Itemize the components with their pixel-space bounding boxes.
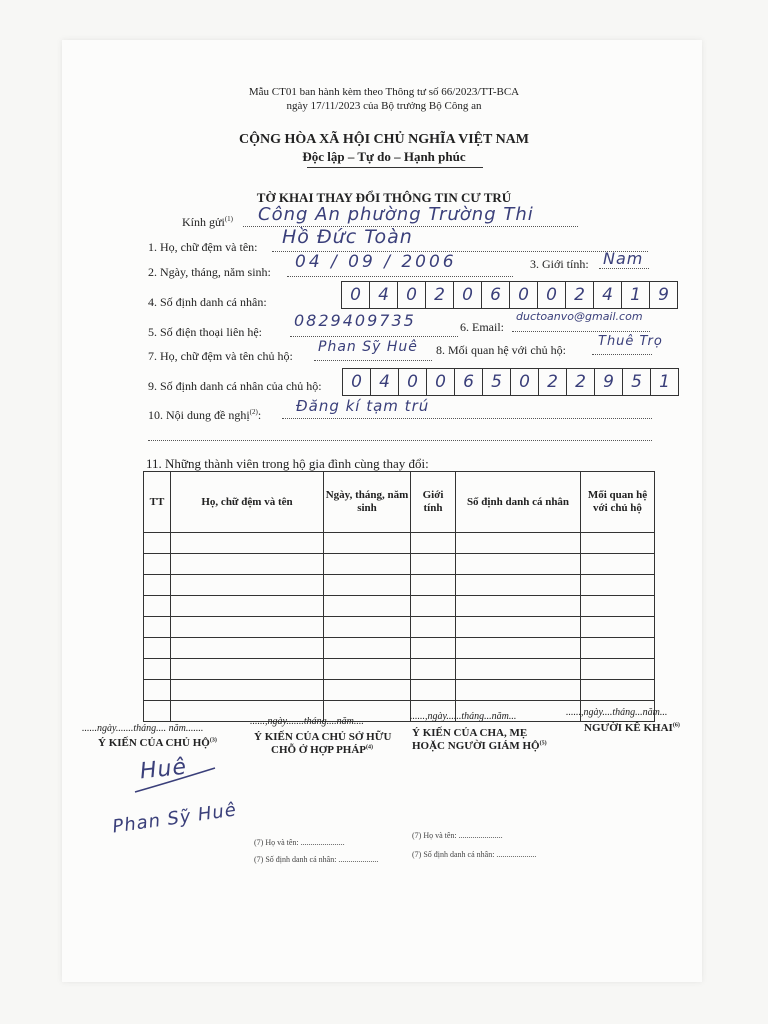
sddcn-chu-ho-digit[interactable]: 9 — [594, 368, 623, 396]
gioi-tinh-value[interactable]: Nam — [603, 249, 644, 268]
col-sddcn: Số định danh cá nhân — [456, 472, 581, 533]
table-row — [144, 554, 655, 575]
sddcn-digit[interactable]: 0 — [537, 281, 566, 309]
sddcn-chu-ho-digit[interactable]: 4 — [370, 368, 399, 396]
col-ngay-sinh: Ngày, tháng, năm sinh — [324, 472, 411, 533]
sddcn-digit[interactable]: 0 — [397, 281, 426, 309]
country-name: CỘNG HÒA XÃ HỘI CHỦ NGHĨA VIỆT NAM — [238, 132, 529, 147]
sddcn-digit[interactable]: 2 — [425, 281, 454, 309]
sdt-value[interactable]: 0829409735 — [294, 311, 416, 330]
kinh-gui-label: Kính gửi$^{(1)}$ — [182, 215, 234, 229]
motto: Độc lập – Tự do – Hạnh phúc — [302, 149, 466, 164]
sddcn-small-1: (7) Số định danh cá nhân: .................... — [254, 855, 379, 864]
table-cell[interactable] — [581, 596, 655, 617]
signature-flourish-icon — [130, 760, 220, 800]
sddcn-chu-ho-digit[interactable]: 5 — [482, 368, 511, 396]
table-cell[interactable] — [456, 533, 581, 554]
table-cell[interactable] — [171, 533, 324, 554]
noi-dung-value[interactable]: Đăng kí tạm trú — [296, 397, 430, 415]
sddcn-digit[interactable]: 1 — [621, 281, 650, 309]
sddcn-chu-ho-digit[interactable]: 6 — [454, 368, 483, 396]
chu-ho-signature-name: Phan Sỹ Huê — [111, 799, 239, 838]
members-table — [143, 471, 655, 722]
ho-ten-small-1: (7) Họ và tên: ...................... — [254, 838, 345, 847]
noi-dung-label: 10. Nội dung đề nghị$^{(2)}$: — [148, 408, 262, 422]
table-cell[interactable] — [581, 575, 655, 596]
email-line — [512, 331, 650, 332]
table-cell[interactable] — [144, 554, 171, 575]
table-cell[interactable] — [324, 680, 411, 701]
sddcn-small-2: (7) Số định danh cá nhân: .................... — [412, 850, 537, 859]
quan-he-label: 8. Mối quan hệ với chủ hộ: — [436, 343, 566, 357]
table-cell[interactable] — [144, 638, 171, 659]
table-row — [144, 659, 655, 680]
noi-dung-line-2 — [148, 440, 652, 441]
gioi-tinh-label: 3. Giới tính: — [530, 257, 589, 271]
table-row — [144, 533, 655, 554]
sddcn-digit[interactable]: 0 — [341, 281, 370, 309]
table-cell[interactable] — [456, 596, 581, 617]
motto-underline — [307, 167, 483, 168]
sddcn-digit[interactable]: 0 — [453, 281, 482, 309]
table-cell[interactable] — [144, 659, 171, 680]
table-cell[interactable] — [324, 638, 411, 659]
table-cell[interactable] — [171, 596, 324, 617]
table-cell[interactable] — [144, 533, 171, 554]
sddcn-chu-ho-digit[interactable]: 0 — [398, 368, 427, 396]
sddcn-digit[interactable]: 0 — [509, 281, 538, 309]
table-cell[interactable] — [324, 617, 411, 638]
table-cell[interactable] — [171, 659, 324, 680]
sddcn-chu-ho-boxes — [343, 368, 679, 396]
sddcn-chu-ho-digit[interactable]: 0 — [510, 368, 539, 396]
table-cell[interactable] — [456, 554, 581, 575]
chu-ho-label: 7. Họ, chữ đệm và tên chủ hộ: — [148, 349, 293, 363]
table-cell[interactable] — [581, 680, 655, 701]
date-line-1: ......ngày.......tháng.... năm....... — [82, 723, 204, 734]
table-row — [144, 638, 655, 659]
sig-chu-ho-title: Ý KIẾN CỦA CHỦ HỘ$^{(3)}$ — [98, 737, 217, 749]
ngay-sinh-value[interactable]: 04 / 09 / 2006 — [295, 252, 457, 272]
table-cell[interactable] — [411, 554, 456, 575]
date-line-2: ......,ngày.......tháng....năm.... — [250, 716, 364, 727]
table-cell[interactable] — [324, 596, 411, 617]
chu-ho-line — [314, 360, 432, 361]
table-cell[interactable] — [411, 533, 456, 554]
table-cell[interactable] — [144, 596, 171, 617]
table-cell[interactable] — [171, 680, 324, 701]
noi-dung-line — [282, 418, 652, 419]
table-cell[interactable] — [324, 533, 411, 554]
table-cell[interactable] — [144, 701, 171, 722]
kinh-gui-value[interactable]: Công An phường Trường Thi — [258, 204, 534, 225]
quan-he-value[interactable]: Thuê Trọ — [598, 334, 663, 349]
sddcn-label: 4. Số định danh cá nhân: — [148, 295, 267, 309]
table-cell[interactable] — [456, 680, 581, 701]
date-line-3: ......,ngày......tháng...năm... — [410, 711, 517, 722]
form-title: TỜ KHAI THAY ĐỔI THÔNG TIN CƯ TRÚ — [256, 190, 512, 205]
sddcn-chu-ho-digit[interactable]: 0 — [342, 368, 371, 396]
sddcn-digit[interactable]: 4 — [369, 281, 398, 309]
table-row — [144, 617, 655, 638]
members-heading: 11. Những thành viên trong hộ gia đình cùng thay đổi: — [146, 456, 429, 471]
table-cell[interactable] — [456, 617, 581, 638]
sdt-line — [290, 336, 458, 337]
sddcn-chu-ho-digit[interactable]: 1 — [650, 368, 679, 396]
sig-cha-me-title-1: Ý KIẾN CỦA CHA, MẸ — [412, 727, 528, 739]
table-cell[interactable] — [324, 554, 411, 575]
table-cell[interactable] — [171, 617, 324, 638]
chu-ho-signature-short: Huê — [138, 754, 189, 785]
table-cell[interactable] — [411, 596, 456, 617]
table-cell[interactable] — [581, 638, 655, 659]
email-value[interactable]: ductoanvo@gmail.com — [516, 310, 643, 323]
table-cell[interactable] — [581, 617, 655, 638]
sddcn-chu-ho-digit[interactable]: 0 — [426, 368, 455, 396]
col-gioi-tinh: Giới tính — [411, 472, 456, 533]
table-cell[interactable] — [456, 575, 581, 596]
table-cell[interactable] — [171, 575, 324, 596]
table-cell[interactable] — [411, 617, 456, 638]
ngay-sinh-line — [287, 276, 513, 277]
table-cell[interactable] — [324, 575, 411, 596]
sddcn-digit[interactable]: 2 — [565, 281, 594, 309]
table-cell[interactable] — [581, 659, 655, 680]
table-cell[interactable] — [456, 638, 581, 659]
date-line-4: ......,ngày....tháng...năm... — [566, 707, 668, 718]
ngay-sinh-label: 2. Ngày, tháng, năm sinh: — [148, 265, 271, 279]
table-cell[interactable] — [411, 575, 456, 596]
sddcn-chu-ho-digit[interactable]: 5 — [622, 368, 651, 396]
quan-he-line — [592, 354, 652, 355]
ho-ten-label: 1. Họ, chữ đệm và tên: — [148, 240, 258, 254]
table-cell[interactable] — [171, 638, 324, 659]
sig-chu-so-huu-title-2: CHỖ Ở HỢP PHÁP$^{(4)}$ — [271, 744, 374, 756]
table-cell[interactable] — [324, 659, 411, 680]
table-cell[interactable] — [411, 680, 456, 701]
table-cell[interactable] — [581, 554, 655, 575]
table-cell[interactable] — [411, 638, 456, 659]
sddcn-digit[interactable]: 4 — [593, 281, 622, 309]
form-note-line2: ngày 17/11/2023 của Bộ trưởng Bộ Công an — [286, 100, 482, 112]
sig-chu-so-huu-title-1: Ý KIẾN CỦA CHỦ SỞ HỮU — [254, 731, 392, 743]
table-cell[interactable] — [144, 617, 171, 638]
email-label: 6. Email: — [460, 320, 504, 334]
ho-ten-small-2: (7) Họ và tên: ...................... — [412, 831, 503, 840]
table-cell[interactable] — [144, 575, 171, 596]
table-cell[interactable] — [144, 680, 171, 701]
sddcn-chu-ho-digit[interactable]: 2 — [566, 368, 595, 396]
chu-ho-value[interactable]: Phan Sỹ Huê — [318, 339, 418, 355]
gioi-tinh-line — [599, 268, 649, 269]
table-row — [144, 596, 655, 617]
sig-cha-me-title-2: HOẶC NGƯỜI GIÁM HỘ$^{(5)}$ — [412, 740, 547, 752]
table-cell[interactable] — [171, 554, 324, 575]
table-cell[interactable] — [456, 659, 581, 680]
sdt-label: 5. Số điện thoại liên hệ: — [148, 325, 262, 339]
col-ho-ten: Họ, chữ đệm và tên — [171, 472, 324, 533]
form-note-line1: Mẫu CT01 ban hành kèm theo Thông tư số 66/2023/TT-BCA — [248, 86, 520, 98]
table-cell[interactable] — [411, 659, 456, 680]
sddcn-chu-ho-label: 9. Số định danh cá nhân của chủ hộ: — [148, 379, 322, 393]
table-cell[interactable] — [581, 533, 655, 554]
ho-ten-value[interactable]: Hồ Đức Toàn — [282, 226, 413, 248]
sddcn-digit[interactable]: 6 — [481, 281, 510, 309]
sddcn-boxes — [342, 281, 678, 309]
col-quan-he: Mối quan hệ với chủ hộ — [581, 472, 655, 533]
sddcn-chu-ho-digit[interactable]: 2 — [538, 368, 567, 396]
sig-nguoi-ke-khai-title: NGƯỜI KÊ KHAI$^{(6)}$ — [584, 722, 680, 734]
table-row — [144, 575, 655, 596]
col-tt: TT — [144, 472, 171, 533]
table-row — [144, 680, 655, 701]
sddcn-digit[interactable]: 9 — [649, 281, 678, 309]
